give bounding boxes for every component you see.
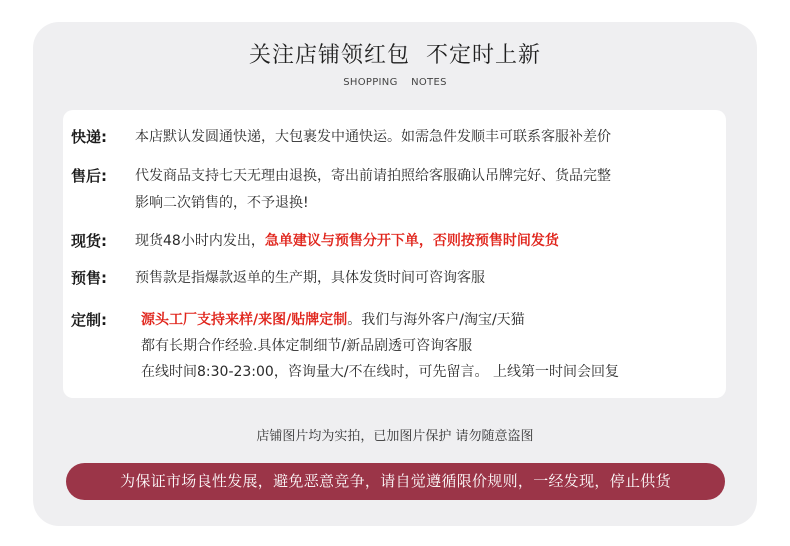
note-text-custom-highlight: 源头工厂支持来样/来图/贴牌定制: [141, 312, 348, 328]
note-label-shipping: 快递:: [71, 128, 107, 146]
note-text-in-stock-plain: 现货48小时内发出，: [135, 233, 265, 249]
note-label-in-stock: 现货:: [71, 232, 107, 250]
note-text-custom-line-2: 都有长期合作经验.具体定制细节/新品剧透可咨询客服: [141, 338, 473, 354]
note-text-custom-rest: 。我们与海外客户/淘宝/天猫: [347, 312, 525, 328]
page-title: 关注店铺领红包 不定时上新: [249, 43, 541, 68]
note-text-custom-line-1: [141, 307, 525, 333]
note-text-custom-line-3: 在线时间8:30-23:00，咨询量大/不在线时，可先留言。 上线第一时间会回复: [141, 364, 620, 380]
note-text-after-sales-line-2: 影响二次销售的，不予退换!: [135, 195, 309, 211]
note-text-presale: 预售款是指爆款返单的生产期，具体发货时间可咨询客服: [135, 270, 485, 286]
note-label-custom: 定制:: [71, 311, 107, 329]
note-text-in-stock: [135, 228, 559, 254]
note-label-after-sales: 售后:: [71, 167, 107, 185]
note-label-presale: 预售:: [71, 269, 107, 287]
image-protection-caption: 店铺图片均为实拍，已加图片保护 请勿随意盗图: [256, 429, 534, 444]
price-policy-banner: 为保证市场良性发展，避免恶意竞争，请自觉遵循限价规则，一经发现，停止供货: [66, 463, 725, 500]
note-text-after-sales-line-1: 代发商品支持七天无理由退换，寄出前请拍照给客服确认吊牌完好、货品完整: [135, 168, 611, 184]
page-subtitle: SHOPPING NOTES: [343, 77, 447, 88]
note-text-shipping: 本店默认发圆通快递，大包裹发中通快运。如需急件发顺丰可联系客服补差价: [135, 129, 611, 145]
note-text-in-stock-highlight: 急单建议与预售分开下单，否则按预售时间发货: [264, 233, 559, 249]
